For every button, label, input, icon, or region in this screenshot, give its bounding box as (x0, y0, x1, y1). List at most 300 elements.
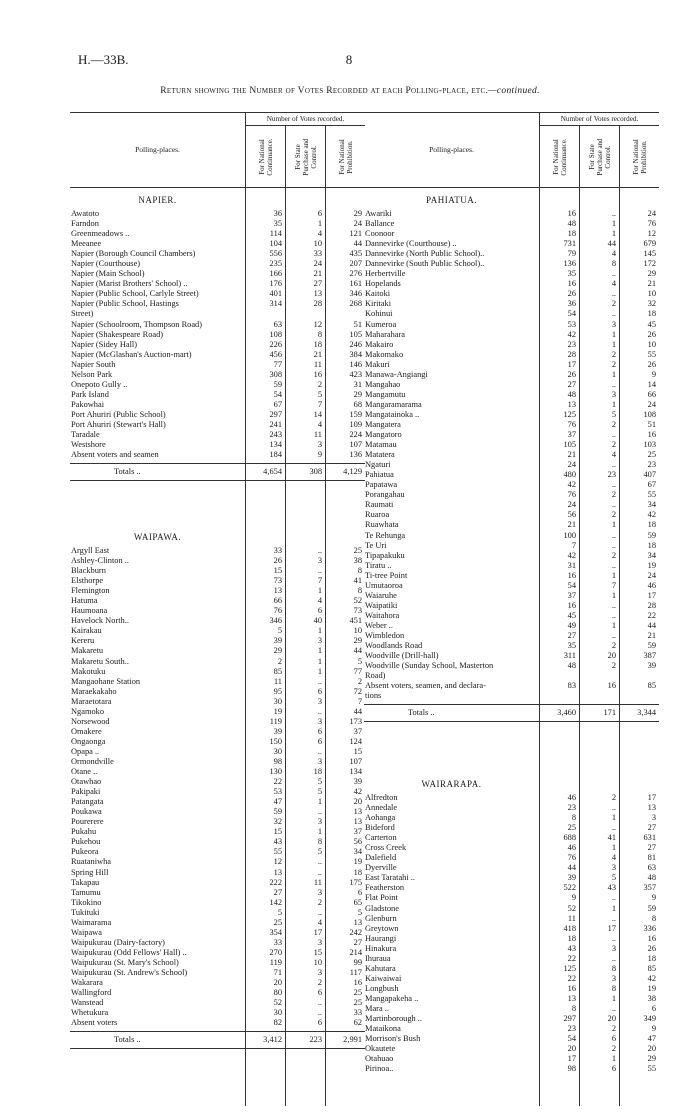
continuance-votes: 52 (567, 903, 576, 913)
table-row (364, 370, 659, 380)
table-row (364, 671, 659, 681)
polling-place-name: Waimarama (71, 917, 112, 927)
polling-place-name: Opapa .. (71, 746, 100, 756)
table-row (70, 390, 365, 400)
national-continuance-header-line: Continuance. (265, 137, 274, 176)
continuance-votes: 130 (269, 767, 282, 777)
prohibition-votes: 13 (353, 807, 362, 817)
prohibition-votes: 73 (353, 606, 362, 616)
continuance-votes: 35 (273, 219, 282, 229)
continuance-votes: 480 (563, 470, 576, 480)
continuance-votes: 28 (567, 349, 576, 359)
prohibition-votes: 62 (353, 1018, 362, 1028)
state-control-votes: 44 (607, 239, 616, 249)
continuance-votes: 26 (273, 556, 282, 566)
table-row (364, 531, 659, 541)
table-row (70, 747, 365, 757)
prohibition-votes: 24 (647, 399, 656, 409)
polling-place-name: Te Uri (365, 540, 387, 550)
table-row (70, 596, 365, 606)
prohibition-votes: 13 (647, 803, 656, 813)
prohibition-votes: 173 (349, 716, 362, 726)
table-row (70, 677, 365, 687)
prohibition-votes: 16 (647, 430, 656, 440)
state-control-votes: .. (317, 706, 322, 716)
prohibition-votes: 109 (349, 419, 362, 429)
table-row (364, 309, 659, 319)
state-control-votes: 4 (611, 853, 616, 863)
continuance-votes: 83 (567, 681, 576, 691)
prohibition-votes: 107 (349, 440, 362, 450)
table-row (364, 934, 659, 944)
continuance-votes: 27 (567, 379, 576, 389)
continuance-votes: 226 (269, 339, 282, 349)
table-row (70, 400, 365, 410)
polling-place-name: Meeanee (71, 239, 102, 249)
votes-recorded-header: Number of Votes recorded. (246, 113, 365, 126)
polling-place-name: Raumati (365, 500, 394, 510)
continuance-votes: 76 (273, 606, 282, 616)
continuance-votes: 556 (269, 249, 282, 259)
prohibition-votes: 59 (647, 641, 656, 651)
total-state-control: 171 (603, 708, 616, 718)
table-row (364, 320, 659, 330)
table-row (70, 908, 365, 918)
prohibition-votes: 8 (357, 586, 362, 596)
table-row (364, 440, 659, 450)
polling-place-name: Flemington (71, 586, 110, 596)
continuance-votes: 17 (567, 359, 576, 369)
state-control-votes: 12 (313, 319, 322, 329)
polling-place-name: Woodlands Road (365, 641, 423, 651)
continuance-votes: 36 (567, 299, 576, 309)
table-row (364, 691, 659, 701)
continuance-votes: 71 (273, 967, 282, 977)
state-control-votes: 5 (317, 389, 322, 399)
prohibition-votes: 42 (353, 787, 362, 797)
polling-place-name: tions (365, 691, 382, 701)
continuance-votes: 2 (277, 656, 282, 666)
table-row (364, 330, 659, 340)
polling-place-name: Maharahara (365, 329, 405, 339)
table-row (364, 1064, 659, 1074)
state-control-votes: 3 (611, 389, 616, 399)
state-control-votes: 8 (317, 837, 322, 847)
state-control-votes: 6 (317, 736, 322, 746)
table-row (70, 450, 365, 460)
polling-place-name: Tukituki (71, 907, 100, 917)
polling-place-name: Wanstead (71, 998, 104, 1008)
continuance-votes: 241 (269, 419, 282, 429)
table-row (70, 968, 365, 978)
prohibition-votes: 336 (643, 923, 656, 933)
state-control-votes: 20 (607, 1014, 616, 1024)
table-row (364, 994, 659, 1004)
state-control-votes: 2 (611, 299, 616, 309)
table-row (364, 611, 659, 621)
table-row (364, 249, 659, 259)
polling-place-name: Gladstone (365, 903, 399, 913)
national-continuance-header (258, 138, 274, 175)
continuance-votes: 98 (567, 1064, 576, 1074)
totals-row (70, 1031, 365, 1049)
table-row (70, 279, 365, 289)
continuance-votes: 22 (567, 973, 576, 983)
table-row (70, 898, 365, 908)
table-row (364, 259, 659, 269)
continuance-votes: 297 (269, 409, 282, 419)
district-section (70, 195, 365, 481)
state-control-votes: 4 (611, 450, 616, 460)
district-section (364, 195, 659, 722)
prohibition-votes: 25 (353, 998, 362, 1008)
polling-place-name: Greenmeadows .. (71, 229, 130, 239)
polling-place-name: Mangatainoka .. (365, 409, 420, 419)
continuance-votes: 48 (567, 389, 576, 399)
table-row (70, 320, 365, 330)
state-control-votes: 1 (611, 813, 616, 823)
district-section (364, 779, 659, 1074)
state-control-votes: .. (611, 480, 616, 490)
national-prohibition-header (338, 139, 354, 175)
state-control-votes: 1 (611, 219, 616, 229)
prohibition-votes: 51 (647, 419, 656, 429)
prohibition-votes: 159 (349, 409, 362, 419)
state-control-votes: 2 (611, 1044, 616, 1054)
polling-place-name: Glenburn (365, 913, 397, 923)
table-row (70, 767, 365, 777)
table-row (70, 787, 365, 797)
continuance-votes: 346 (269, 616, 282, 626)
table-header (70, 112, 365, 188)
polling-place-name: Pourerere (71, 817, 104, 827)
continuance-votes: 13 (273, 586, 282, 596)
state-control-votes: 17 (607, 923, 616, 933)
continuance-votes: 56 (567, 510, 576, 520)
page-header (78, 52, 620, 70)
state-control-votes: 6 (317, 1018, 322, 1028)
table-row (364, 500, 659, 510)
state-control-votes: 2 (611, 419, 616, 429)
state-control-votes: 4 (317, 596, 322, 606)
prohibition-votes: 44 (353, 706, 362, 716)
prohibition-votes: 29 (647, 269, 656, 279)
prohibition-votes: 81 (647, 853, 656, 863)
table-row (364, 823, 659, 833)
prohibition-votes: 28 (647, 600, 656, 610)
totals-row (364, 704, 659, 722)
table-row (70, 777, 365, 787)
prohibition-votes: 407 (643, 470, 656, 480)
table-row (70, 430, 365, 440)
continuance-votes: 136 (563, 259, 576, 269)
prohibition-votes: 346 (349, 289, 362, 299)
table-row (364, 974, 659, 984)
prohibition-votes: 224 (349, 430, 362, 440)
total-continuance: 3,412 (263, 1035, 282, 1045)
continuance-votes: 49 (567, 620, 576, 630)
prohibition-votes: 207 (349, 259, 362, 269)
continuance-votes: 731 (563, 239, 576, 249)
left-column (70, 112, 365, 1106)
continuance-votes: 27 (273, 887, 282, 897)
state-control-votes: 2 (611, 661, 616, 671)
national-continuance-header-cell (540, 126, 580, 187)
table-row (70, 938, 365, 948)
state-control-votes: 5 (317, 787, 322, 797)
table-row (364, 510, 659, 520)
total-state-control: 308 (309, 467, 322, 477)
polling-place-name: Ngaturi (365, 460, 391, 470)
table-row (364, 400, 659, 410)
state-control-votes: 8 (611, 259, 616, 269)
prohibition-votes: 246 (349, 339, 362, 349)
table-body (70, 187, 365, 1106)
continuance-votes: 27 (567, 630, 576, 640)
continuance-votes: 35 (567, 641, 576, 651)
polling-place-name: Mangaohane Station (71, 676, 141, 686)
continuance-votes: 119 (269, 957, 282, 967)
state-purchase-header-line: Purchase and (595, 137, 604, 176)
state-control-votes: .. (317, 746, 322, 756)
continuance-votes: 401 (269, 289, 282, 299)
state-control-votes: 3 (611, 973, 616, 983)
continuance-votes: 13 (273, 867, 282, 877)
continuance-votes: 125 (563, 409, 576, 419)
continuance-votes: 24 (567, 460, 576, 470)
table-row (364, 904, 659, 914)
table-row (70, 370, 365, 380)
polling-place-name: Haurangi (365, 933, 397, 943)
polling-place-name: Mara .. (365, 1003, 389, 1013)
district-title: WAIPAWA. (133, 532, 182, 542)
prohibition-votes: 679 (643, 239, 656, 249)
total-continuance: 4,654 (263, 467, 282, 477)
continuance-votes: 176 (269, 279, 282, 289)
state-control-votes: 6 (317, 988, 322, 998)
polling-place-name: Mangaramarama (365, 399, 422, 409)
continuance-votes: 184 (269, 450, 282, 460)
state-control-votes: .. (611, 460, 616, 470)
continuance-votes: 31 (567, 560, 576, 570)
table-row (364, 1054, 659, 1064)
prohibition-votes: 20 (353, 797, 362, 807)
table-row (364, 299, 659, 309)
continuance-votes: 30 (273, 746, 282, 756)
continuance-votes: 45 (567, 610, 576, 620)
polling-place-name: Tiratu .. (365, 560, 392, 570)
table-row (70, 219, 365, 229)
prohibition-votes: 124 (349, 736, 362, 746)
continuance-votes: 77 (273, 359, 282, 369)
table-row (70, 546, 365, 556)
state-control-votes: 1 (611, 570, 616, 580)
title-continued: —continued. (488, 86, 540, 96)
prohibition-votes: 21 (647, 279, 656, 289)
prohibition-votes: 8 (651, 913, 656, 923)
prohibition-votes: 18 (647, 520, 656, 530)
continuance-votes: 42 (567, 329, 576, 339)
state-control-votes: 11 (313, 359, 322, 369)
table-row (70, 1018, 365, 1028)
table-row (364, 561, 659, 571)
continuance-votes: 85 (273, 666, 282, 676)
continuance-votes: 39 (567, 873, 576, 883)
continuance-votes: 9 (571, 893, 576, 903)
state-purchase-header (588, 138, 612, 175)
table-row (364, 420, 659, 430)
prohibition-votes: 29 (647, 1054, 656, 1064)
polling-place-name: Ngamoko (71, 706, 105, 716)
polling-place-name: Napier (Sidey Hall) (71, 339, 138, 349)
table-row (70, 1008, 365, 1018)
continuance-votes: 54 (567, 1034, 576, 1044)
polling-place-name: Street) (71, 309, 94, 319)
polling-place-name: Longbush (365, 983, 399, 993)
state-control-votes: 1 (611, 993, 616, 1003)
prohibition-votes: 7 (357, 696, 362, 706)
total-prohibition: 4,129 (343, 467, 362, 477)
state-control-votes: 2 (611, 793, 616, 802)
polling-place-name: Pukahu (71, 827, 97, 837)
prohibition-votes: 5 (357, 907, 362, 917)
state-control-votes: .. (611, 933, 616, 943)
table-row (364, 470, 659, 480)
state-control-votes: 6 (317, 726, 322, 736)
polling-place-name: Absent voters and seamen (71, 450, 159, 460)
prohibition-votes: 107 (349, 756, 362, 766)
table-row (70, 289, 365, 299)
prohibition-votes: 31 (353, 379, 362, 389)
continuance-votes: 16 (567, 600, 576, 610)
continuance-votes: 30 (273, 1008, 282, 1018)
state-control-votes: 6 (611, 1034, 616, 1044)
continuance-votes: 59 (273, 379, 282, 389)
state-control-votes: .. (317, 907, 322, 917)
state-control-votes: 1 (611, 399, 616, 409)
totals-row (70, 463, 365, 481)
table-row (70, 868, 365, 878)
prohibition-votes: 39 (647, 661, 656, 671)
table-row (70, 576, 365, 586)
polling-place-name: Mangamutu (365, 389, 406, 399)
table-row (364, 681, 659, 691)
polling-place-name: Maraetotara (71, 696, 112, 706)
continuance-votes: 29 (273, 646, 282, 656)
polling-place-name: Dannevirke (North Public School).. (365, 249, 485, 259)
state-control-votes: 2 (611, 1024, 616, 1034)
polling-place-name: Matamau (365, 440, 397, 450)
state-control-votes: 8 (611, 963, 616, 973)
continuance-votes: 35 (567, 269, 576, 279)
table-row (70, 340, 365, 350)
continuance-votes: 20 (567, 1044, 576, 1054)
polling-place-name: Tipapakuku (365, 550, 405, 560)
polling-place-name: Coonoor (365, 229, 395, 239)
state-control-votes: 18 (313, 339, 322, 349)
prohibition-votes: 34 (353, 847, 362, 857)
polling-place-name: Elsthorpe (71, 576, 104, 586)
state-control-votes: 2 (317, 897, 322, 907)
table-row (364, 883, 659, 893)
state-control-votes: 1 (611, 329, 616, 339)
prohibition-votes: 17 (647, 793, 656, 802)
prohibition-votes: 67 (647, 480, 656, 490)
continuance-votes: 13 (567, 993, 576, 1003)
polling-place-name: Onepoto Gully .. (71, 379, 128, 389)
continuance-votes: 80 (273, 988, 282, 998)
state-control-votes: 6 (317, 686, 322, 696)
prohibition-votes: 175 (349, 877, 362, 887)
state-control-votes: 40 (313, 616, 322, 626)
prohibition-votes: 17 (647, 590, 656, 600)
polling-place-name: Awatoto (71, 209, 100, 218)
polling-place-name: Hopelands (365, 279, 401, 289)
state-control-votes: 3 (611, 863, 616, 873)
table-row (70, 360, 365, 370)
prohibition-votes: 13 (353, 917, 362, 927)
state-control-votes: .. (317, 676, 322, 686)
table-row (70, 606, 365, 616)
state-control-votes: .. (611, 913, 616, 923)
polling-place-name: Havelock North.. (71, 616, 129, 626)
table-row (70, 259, 365, 269)
polling-place-name: Otawhao (71, 777, 102, 787)
continuance-votes: 456 (269, 349, 282, 359)
polling-place-name: Carterton (365, 833, 397, 843)
state-control-votes: 3 (611, 319, 616, 329)
table-row (70, 239, 365, 249)
table-row (70, 249, 365, 259)
polling-place-name: Bideford (365, 823, 395, 833)
polling-place-name: Makaretu South.. (71, 656, 129, 666)
prohibition-votes: 12 (647, 229, 656, 239)
state-control-votes: 1 (317, 656, 322, 666)
state-control-votes: 1 (317, 646, 322, 656)
polling-place-name: Matatera (365, 450, 395, 460)
state-control-votes: 5 (611, 873, 616, 883)
table-row (364, 340, 659, 350)
continuance-votes: 354 (269, 927, 282, 937)
polling-place-name: Napier (Public School, Hastings (71, 299, 179, 309)
national-prohibition-header-cell (326, 126, 365, 187)
state-control-votes: 1 (317, 626, 322, 636)
polling-place-name: Napier (McGlashan's Auction-mart) (71, 349, 192, 359)
state-control-votes: 7 (611, 580, 616, 590)
table-row (70, 380, 365, 390)
prohibition-votes: 38 (353, 556, 362, 566)
prohibition-votes: 9 (651, 893, 656, 903)
prohibition-votes: 631 (643, 833, 656, 843)
prohibition-votes: 16 (353, 978, 362, 988)
district-section (70, 532, 365, 1049)
prohibition-votes: 5 (357, 656, 362, 666)
prohibition-votes: 39 (353, 777, 362, 787)
table-row (70, 420, 365, 430)
continuance-votes: 22 (273, 777, 282, 787)
state-control-votes: .. (611, 309, 616, 319)
table-row (364, 490, 659, 500)
prohibition-votes: 34 (647, 500, 656, 510)
prohibition-votes: 134 (349, 767, 362, 777)
continuance-votes: 418 (563, 923, 576, 933)
table-row (364, 591, 659, 601)
prohibition-votes: 14 (647, 379, 656, 389)
continuance-votes: 43 (567, 943, 576, 953)
continuance-votes: 53 (567, 319, 576, 329)
state-control-votes: 2 (611, 550, 616, 560)
state-control-votes: .. (611, 600, 616, 610)
